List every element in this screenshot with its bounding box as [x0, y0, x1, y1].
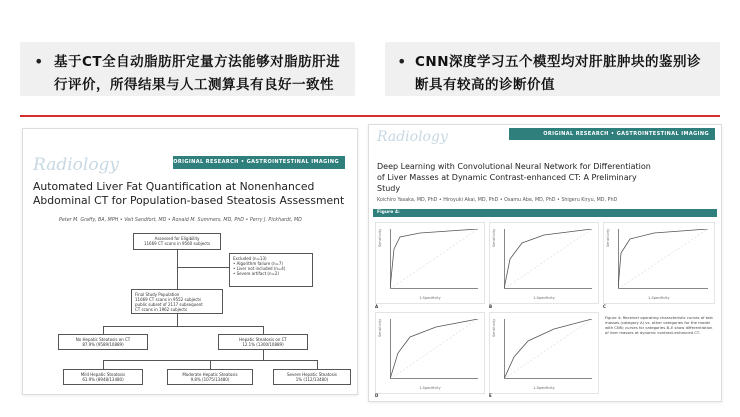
y-axis-label: Sensitivity — [378, 318, 382, 337]
paper-title: Automated Liver Fat Quantification at Nonenhanced — [33, 180, 315, 193]
bullet-dot: • — [34, 52, 44, 71]
panel-label: E — [489, 393, 492, 398]
roc-panel-b — [489, 222, 599, 304]
flow-box-moderate: Moderate Hepatic Steatosis 9.8% (1075/13480) — [167, 369, 253, 385]
figure-header-bar — [373, 209, 717, 217]
paper-title: Deep Learning with Convolutional Neural Network for Differentiation — [377, 162, 651, 171]
roc-panel-d — [375, 312, 485, 394]
bullet-box-right — [385, 42, 720, 96]
flow-box-steatosis: Hepatic Steatosis on CT 12.1% (1300/10889) — [218, 334, 308, 350]
divider-rule — [20, 115, 720, 117]
roc-curve — [390, 229, 478, 289]
flow-box-final: Final Study Population 11669 CT scans in 9552 subjects public subset of 2117 subsequent CT scans in 1962 subjects — [131, 289, 223, 314]
roc-panel-e — [489, 312, 599, 394]
flow-box-severe: Severe Hepatic Steatosis 1% (112/13480) — [273, 369, 351, 385]
bullet-box-left — [20, 42, 355, 96]
flow-connector — [103, 326, 263, 327]
paper-left — [22, 128, 358, 395]
paper-authors: Peter M. Graffy, BA, MPH • Veit Sandfort, MD • Ronald M. Summers, MD, PhD • Perry J. Pickhardt, MD — [59, 218, 302, 223]
x-axis-label: 1-Specificity — [419, 296, 441, 300]
flow-box-assessed: Assessed for Eligibility 11669 CT scans in 9560 subjects — [133, 233, 221, 250]
section-bar: ORIGINAL RESEARCH • GASTROINTESTINAL IMAGING — [173, 156, 345, 169]
paper-authors: Koichiro Yasaka, MD, PhD • Hiroyuki Akai, MD, PhD • Osamu Abe, MD, PhD • Shigeru Kiryu, MD, PhD — [377, 198, 618, 203]
flow-connector — [177, 314, 178, 326]
flow-connector — [103, 360, 104, 369]
bullet-line: CNN深度学习五个模型均对肝脏肿块的鉴别诊 — [415, 54, 702, 70]
panel-label: A — [375, 304, 379, 309]
y-axis-label: Sensitivity — [606, 228, 610, 247]
figure-caption: Figure 4: Receiver operating characteristic curves of test masses (category A) vs. other categories for the model with CNN; curves for categories B–E show differentiation of liver masses at dynamic contrast-enhanced CT. — [605, 315, 713, 335]
panel-label: B — [489, 304, 493, 309]
y-axis-label: Sensitivity — [492, 318, 496, 337]
roc-panel-c — [603, 222, 715, 304]
x-axis-label: 1-Specificity — [533, 386, 555, 390]
paper-right — [368, 124, 722, 402]
flow-connector — [103, 326, 104, 334]
flow-connector — [177, 267, 229, 268]
flow-connector — [263, 350, 264, 360]
roc-curve — [618, 229, 708, 289]
bullet-line: 断具有较高的诊断价值 — [415, 77, 555, 93]
panel-label: D — [375, 393, 379, 398]
x-axis-label: 1-Specificity — [533, 296, 555, 300]
x-axis-label: 1-Specificity — [419, 386, 441, 390]
section-bar: ORIGINAL RESEARCH • GASTROINTESTINAL IMAGING — [509, 128, 715, 140]
flow-connector — [317, 360, 318, 369]
journal-logo: Radiology — [377, 129, 448, 145]
roc-curve — [504, 319, 592, 379]
flow-connector — [210, 360, 211, 369]
paper-title: of Liver Masses at Dynamic Contrast-enhanced CT: A Preliminary — [377, 173, 637, 182]
bullet-line: 行评价，所得结果与人工测算具有良好一致性 — [54, 77, 334, 93]
panel-label: C — [603, 304, 606, 309]
flow-box-excluded: Excluded (n=13) • Algorithm failure (n=7) • Liver not included (n=4) • Severe artifact (n=2) — [229, 253, 313, 287]
journal-logo: Radiology — [33, 155, 120, 175]
figure-label: Figure 4: — [377, 210, 400, 215]
bullet-line: 基于CT全自动脂肪肝定量方法能够对脂肪肝进 — [54, 54, 341, 70]
roc-curve — [504, 229, 592, 289]
x-axis-label: 1-Specificity — [648, 296, 670, 300]
y-axis-label: Sensitivity — [492, 228, 496, 247]
bullet-dot: • — [397, 52, 407, 71]
paper-title: Study — [377, 184, 401, 193]
roc-curve — [390, 319, 478, 379]
flow-box-no-steatosis: No Hepatic Steatosis on CT 87.9% (9589/10889) — [58, 334, 148, 350]
roc-panel-a — [375, 222, 485, 304]
paper-title: Abdominal CT for Population-based Steatosis Assessment — [33, 194, 345, 207]
flow-box-mild: Mild Hepatic Steatosis 61.9% (8948/13480) — [63, 369, 143, 385]
y-axis-label: Sensitivity — [378, 228, 382, 247]
flow-connector — [263, 326, 264, 334]
